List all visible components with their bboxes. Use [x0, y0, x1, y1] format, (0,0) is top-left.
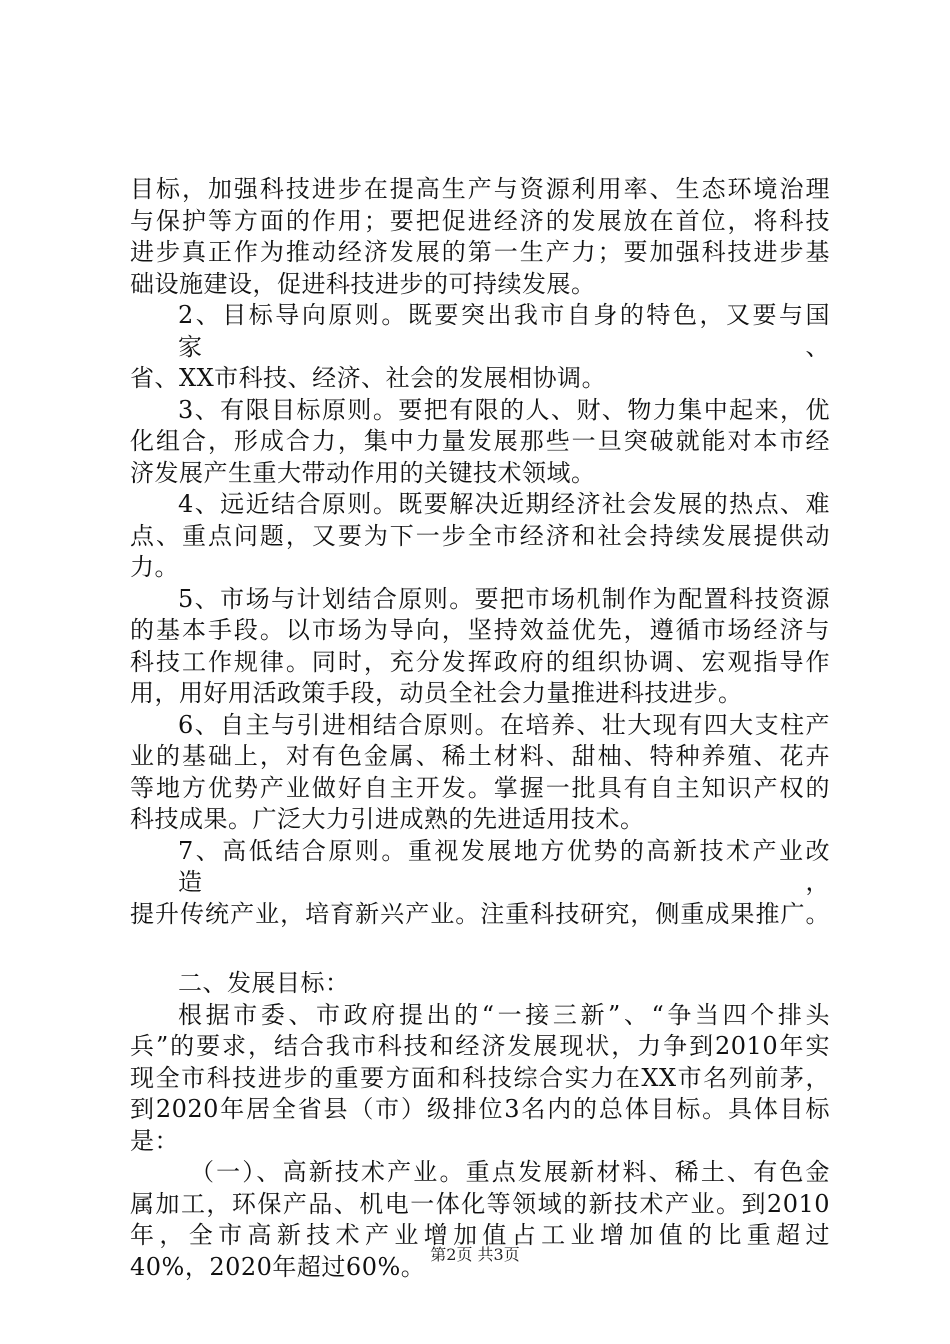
text-line: 4、远近结合原则。既要解决近期经济社会发展的热点、难 [178, 490, 830, 518]
paragraph-principle-6 [130, 710, 830, 836]
text-line: 6、自主与引进相结合原则。在培养、壮大现有四大支柱产 [178, 710, 830, 739]
document-body [130, 174, 830, 1283]
paragraph-spacer [130, 930, 830, 968]
text-line: 济发展产生重大带动作用的关键技术领域。 [130, 458, 596, 487]
text-line: 省、XX市科技、经济、社会的发展相协调。 [130, 364, 607, 392]
section-heading [130, 968, 830, 1000]
text-line: 进步真正作为推动经济发展的第一生产力；要加强科技进步基 [130, 238, 830, 266]
text-line: 3、有限目标原则。要把有限的人、财、物力集中起来，优 [178, 395, 830, 424]
paragraph-principle-4 [130, 489, 830, 584]
text-line: 用，用好用活政策手段，动员全社会力量推进科技进步。 [130, 679, 743, 707]
heading-line: 二、发展目标： [178, 969, 350, 997]
paragraph-goals-intro [130, 1000, 830, 1158]
paragraph-principle-3 [130, 395, 830, 490]
text-line: 的基本手段。以市场为导向，坚持效益优先，遵循市场经济与 [130, 616, 830, 644]
text-line: 础设施建设，促进科技进步的可持续发展。 [130, 269, 596, 298]
text-line: 业的基础上，对有色金属、稀土材料、甜柚、特种养殖、花卉 [130, 742, 830, 770]
text-line: 属加工，环保产品、机电一体化等领域的新技术产业。到2010 [130, 1189, 830, 1218]
text-line: 年，全市高新技术产业增加值占工业增加值的比重超过 [130, 1221, 830, 1249]
text-line: 到2020年居全省县（市）级排位3名内的总体目标。具体目标 [130, 1095, 830, 1123]
text-line: 兵”的要求，结合我市科技和经济发展现状，力争到2010年实 [130, 1032, 830, 1060]
text-line: 与保护等方面的作用；要把促进经济的发展放在首位，将科技 [130, 206, 830, 235]
text-line: 等地方优势产业做好自主开发。掌握一批具有自主知识产权的 [130, 773, 830, 802]
paragraph-principle-5 [130, 584, 830, 710]
text-line: 现全市科技进步的重要方面和科技综合实力在XX市名列前茅， [130, 1063, 830, 1092]
text-line: 点、重点问题，又要为下一步全市经济和社会持续发展提供动 [130, 521, 830, 550]
paragraph-principle-7 [130, 836, 830, 931]
page-footer: 第2页 共3页 [430, 1245, 520, 1264]
text-line: 科技成果。广泛大力引进成熟的先进适用技术。 [130, 805, 645, 833]
text-line: 力。 [130, 553, 179, 581]
paragraph-principle-2 [130, 300, 830, 395]
text-line: 2、目标导向原则。既要突出我市自身的特色，又要与国家、 [178, 301, 830, 361]
paragraph-1 [130, 174, 830, 300]
text-line: （一）、高新技术产业。重点发展新材料、稀土、有色金 [190, 1158, 830, 1186]
text-line: 化组合，形成合力，集中力量发展那些一旦突破就能对本市经 [130, 427, 830, 455]
text-line: 科技工作规律。同时，充分发挥政府的组织协调、宏观指导作 [130, 647, 830, 676]
text-line: 40%，2020年超过60%。 [130, 1252, 426, 1281]
text-line: 根据市委、市政府提出的“一接三新”、“争当四个排头 [178, 1000, 830, 1029]
text-line: 7、高低结合原则。重视发展地方优势的高新技术产业改造， [178, 836, 830, 896]
text-line: 提升传统产业，培育新兴产业。注重科技研究，侧重成果推广。 [130, 899, 830, 928]
text-line: 目标，加强科技进步在提高生产与资源利用率、生态环境治理 [130, 175, 830, 203]
text-line: 是： [130, 1126, 179, 1155]
text-line: 5、市场与计划结合原则。要把市场机制作为配置科技资源 [178, 584, 830, 613]
